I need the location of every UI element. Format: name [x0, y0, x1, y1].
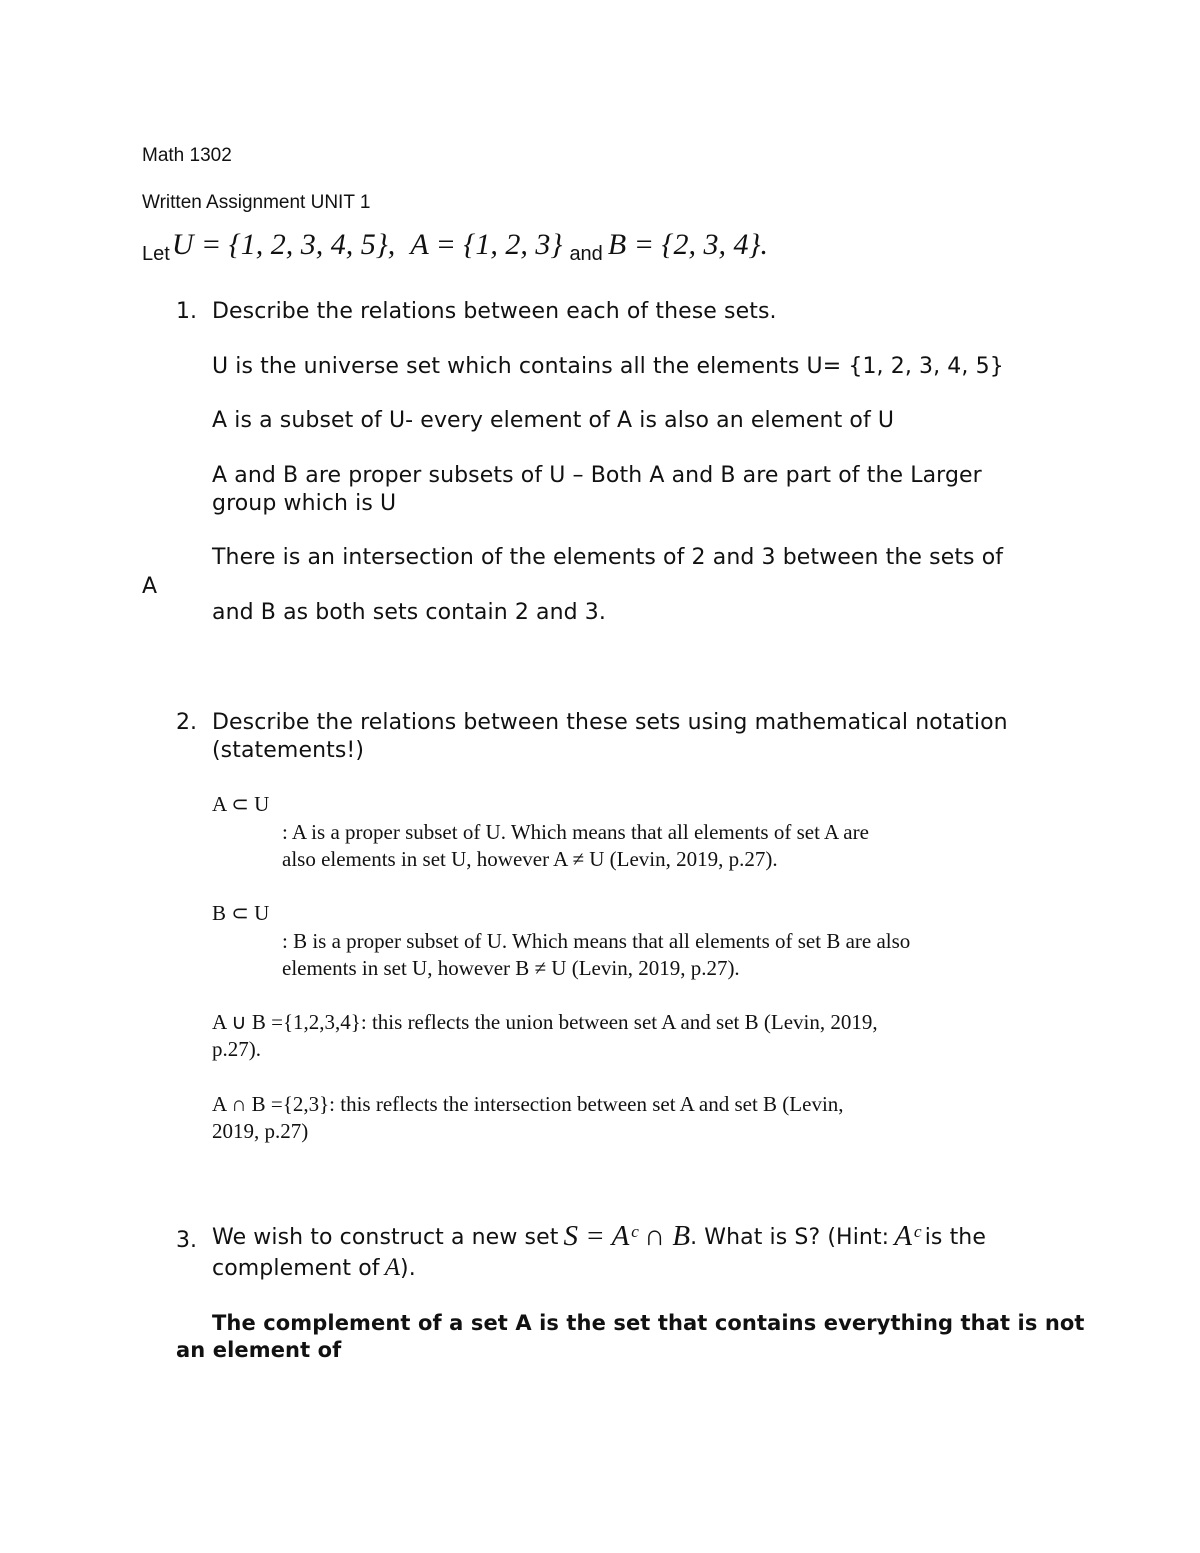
q2-statement-3-a: A ∪ B ={1,2,3,4}: this reflects the union between set A and set B (Levin, 2019, — [212, 1010, 878, 1034]
b-set-definition: B = {2, 3, 4} — [607, 228, 761, 261]
u-set-definition: U = {1, 2, 3, 4, 5}, — [171, 228, 396, 261]
q2-statement-3-b: p.27). — [212, 1037, 261, 1061]
q1-answer-line-3b: group which is U — [212, 491, 397, 516]
q3-set-expression: S = Aᶜ ∩ B — [563, 1220, 691, 1252]
q2-statement-1-text-b: also elements in set U, however A ≠ U (Levin, 2019, p.27). — [282, 847, 778, 871]
given-period: . — [760, 228, 768, 261]
q1-answer-line-4a: There is an intersection of the elements of 2 and 3 between the sets of — [212, 545, 1004, 570]
q3-prompt-post: is the — [924, 1225, 986, 1250]
q1-answer-line-4b: and B as both sets contain 2 and 3. — [212, 600, 606, 625]
q2-statement-1-text-a: : A is a proper subset of U. Which means that all elements of set A are — [282, 820, 869, 844]
q2-statement-4-b: 2019, p.27) — [212, 1119, 309, 1143]
q3-prompt-b-post: ). — [400, 1256, 416, 1281]
q2-number: 2. — [176, 710, 197, 735]
q3-number: 3. — [176, 1228, 197, 1253]
q2-statement-2-text-a: : B is a proper subset of U. Which means that all elements of set B are also — [282, 929, 911, 953]
q3-prompt-mid: . What is S? (Hint: — [690, 1225, 890, 1250]
q2-prompt-a: Describe the relations between these sets using mathematical notation — [212, 710, 1008, 735]
q3-answer-line-a: The complement of a set A is the set that contains everything that is not — [212, 1311, 1085, 1335]
q3-prompt-line-a — [212, 1220, 986, 1253]
q2-statement-2-symbol: B ⊂ U — [212, 901, 270, 925]
and-word: and — [569, 243, 603, 265]
q2-statement-4-a: A ∩ B ={2,3}: this reflects the intersection between set A and set B (Levin, — [212, 1092, 844, 1116]
q3-hint-expression: Aᶜ — [894, 1220, 920, 1252]
q3-prompt-pre: We wish to construct a new set — [212, 1225, 559, 1250]
q3-prompt-b-var: A — [384, 1254, 401, 1281]
course-title: Math 1302 — [142, 145, 232, 166]
q3-answer-line-b: an element of — [176, 1338, 342, 1362]
q3-prompt-line-b — [212, 1254, 416, 1282]
assignment-title: Written Assignment UNIT 1 — [142, 192, 371, 213]
q1-margin-a: A — [142, 574, 158, 599]
q2-prompt-b: (statements!) — [212, 738, 365, 763]
q1-answer-line-3a: A and B are proper subsets of U – Both A and B are part of the Larger — [212, 463, 982, 488]
q1-answer-line-1: U is the universe set which contains all the elements U= {1, 2, 3, 4, 5} — [212, 354, 1004, 379]
q3-prompt-b-pre: complement of — [212, 1256, 380, 1281]
q2-statement-2-text-b: elements in set U, however B ≠ U (Levin, 2019, p.27). — [282, 956, 740, 980]
q1-number: 1. — [176, 299, 197, 324]
q2-statement-1-symbol: A ⊂ U — [212, 792, 270, 816]
q1-answer-line-2: A is a subset of U- every element of A is also an element of U — [212, 408, 895, 433]
let-word: Let — [142, 243, 170, 265]
a-set-definition: A = {1, 2, 3} — [410, 228, 563, 261]
q1-prompt: Describe the relations between each of these sets. — [212, 299, 777, 324]
given-sets-line — [142, 228, 768, 266]
